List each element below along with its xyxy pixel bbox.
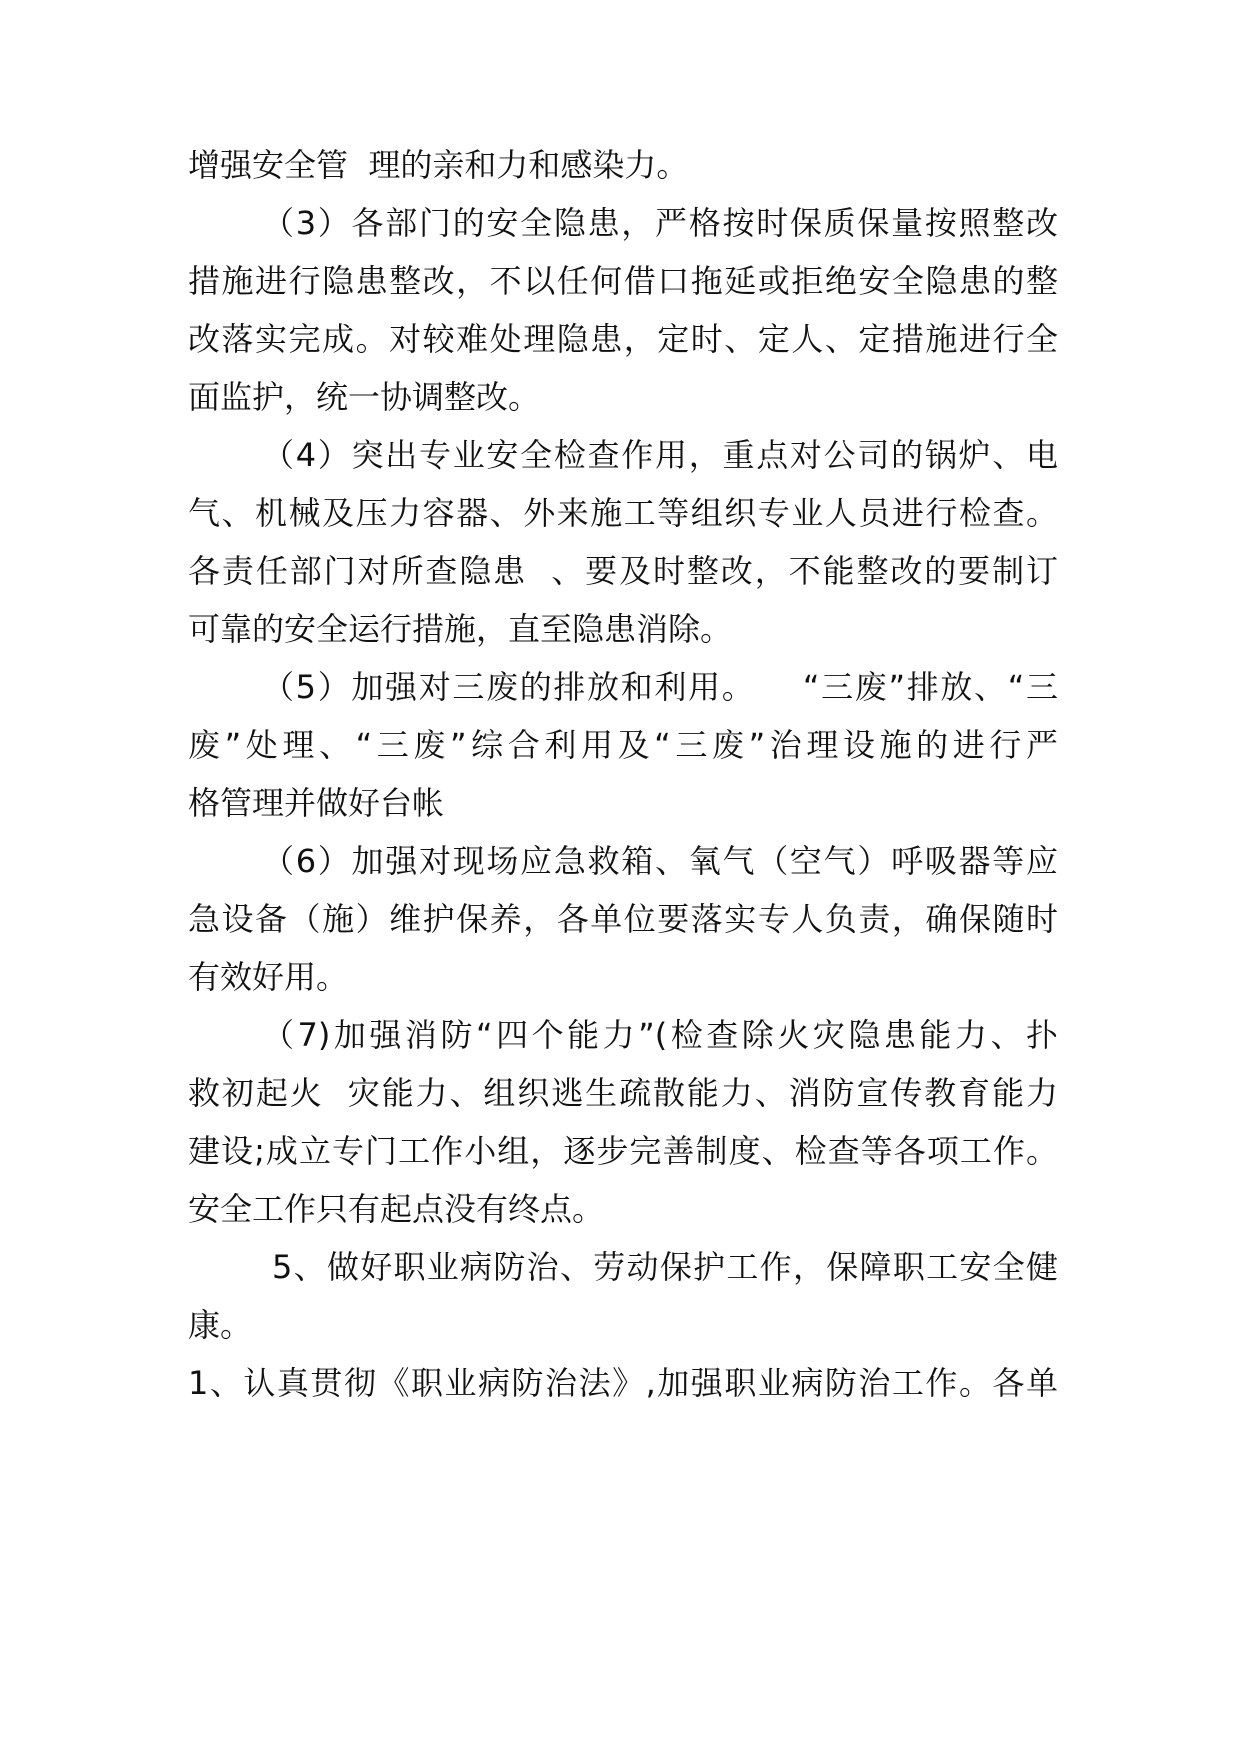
text-line-15: 有效好用。 [188,958,349,996]
text-line-21: 康。 [188,1306,253,1344]
text-line-3: 措施进行隐患整改，不以任何借口拖延或拒绝安全隐患的整 [188,262,1058,300]
text-line-8: 各责任部门对所查隐患 、要及时整改，不能整改的要制订 [188,552,1058,590]
text-line-12: 格管理并做好台帐 [188,784,445,822]
text-line-9: 可靠的安全运行措施，直至隐患消除。 [188,610,733,648]
text-line-10: （5）加强对三废的排放和利用。 “三废”排放、“三 [262,668,1058,706]
text-line-11: 废”处理、“三废”综合利用及“三废”治理设施的进行严 [188,726,1058,764]
text-line-14: 急设备（施）维护保养，各单位要落实专人负责，确保随时 [188,900,1058,938]
text-line-5: 面监护，统一协调整改。 [188,378,541,416]
text-line-6: （4）突出专业安全检查作用，重点对公司的锅炉、电 [262,436,1058,474]
text-line-19: 安全工作只有起点没有终点。 [188,1190,605,1228]
text-line-17: 救初起火 灾能力、组织逃生疏散能力、消防宣传教育能力 [188,1074,1058,1112]
text-line-20: 5、做好职业病防治、劳动保护工作，保障职工安全健 [272,1248,1058,1286]
text-line-1: 增强安全管 理的亲和力和感染力。 [188,146,689,184]
text-line-2: （3）各部门的安全隐患，严格按时保质保量按照整改 [262,204,1058,242]
text-line-13: （6）加强对现场应急救箱、氧气（空气）呼吸器等应 [262,842,1058,880]
text-line-22: 1、认真贯彻《职业病防治法》,加强职业病防治工作。各单 [188,1364,1058,1402]
text-line-4: 改落实完成。对较难处理隐患，定时、定人、定措施进行全 [188,320,1058,358]
text-line-7: 气、机械及压力容器、外来施工等组织专业人员进行检查。 [188,494,1058,532]
text-line-16: （7)加强消防“四个能力”(检查除火灾隐患能力、扑 [262,1016,1058,1054]
text-line-18: 建设;成立专门工作小组，逐步完善制度、检查等各项工作。 [188,1132,1058,1170]
